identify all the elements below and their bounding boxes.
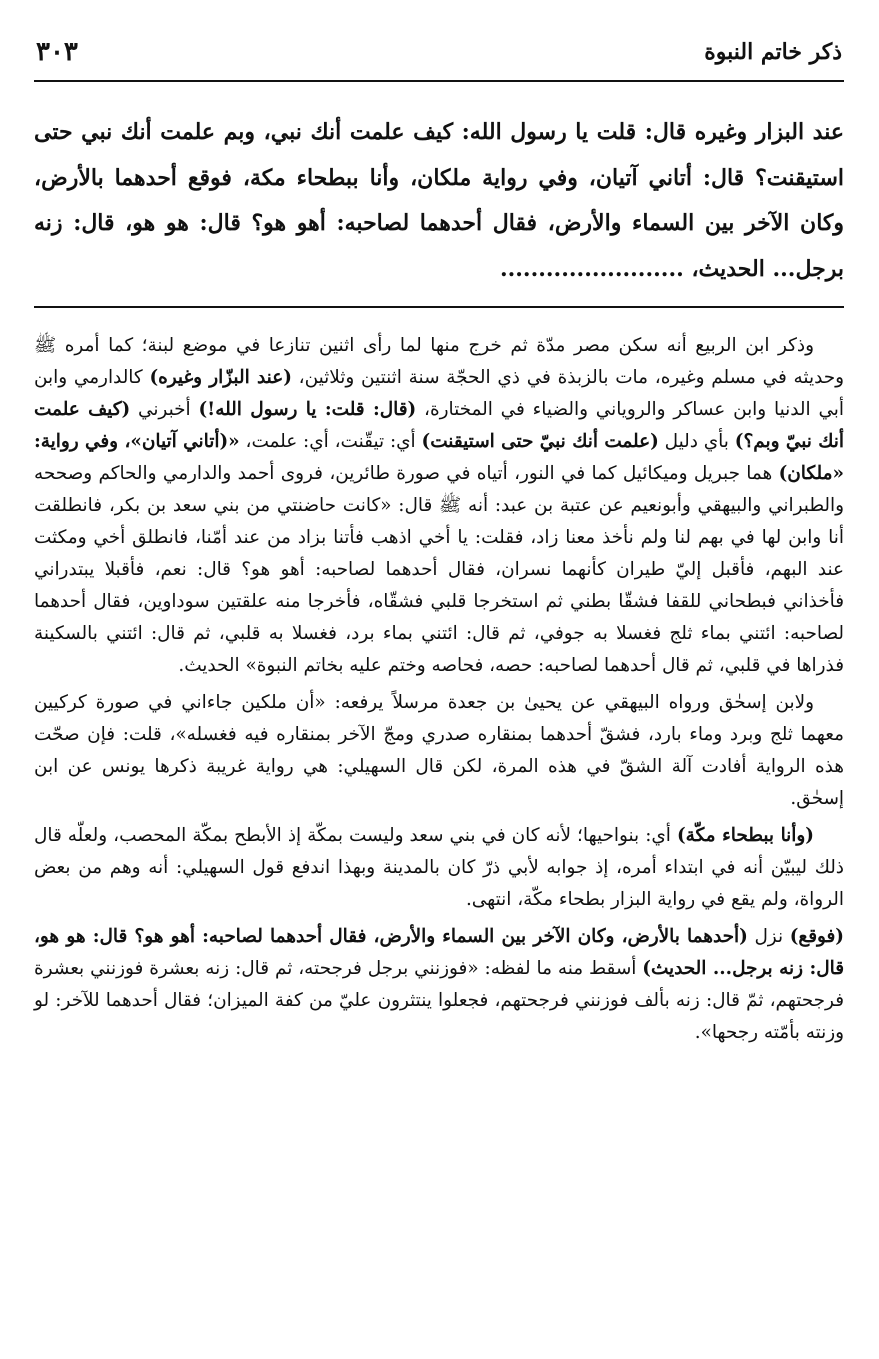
divider-line	[34, 306, 844, 308]
text-segment: أخبرني	[130, 399, 199, 420]
text-segment: هما جبريل وميكائيل كما في النور، أتياه في صورة طائرين، فروى أحمد والدارمي والحاكم وصححه والطبراني والبيهقي وأبونعيم عن عتبة بن عبد: أنه ﷺ قال: «كانت حاضنتي من بني سعد بن بكر، فانطلقت أنا وابن لها في بهم لنا ولم نأخذ معنا زاد، فقلت: يا أخي اذهب فأتنا بزاد من عند أمّنا، فانطلق أخي ومكثت عند البهم، فأقبل إليّ طيران كأنهما نسران، فقال أحدهما لصاحبه: أهو هو؟ قال: نعم، فأقبلا يبتدراني فأخذاني فبطحاني للقفا فشقّا بطني ثم استخرجا قلبي فشقّاه، فأخرجا منه علقتين سوداوين، فقال أحدهما لصاحبه: ائتني بماء ثلج فغسلا به جوفي، ثم قال: ائتني بماء برد، فغسلا به قلبي، ثم قال: ائتني بالسكينة فذراها في قلبي، ثم قال أحدهما لصاحبه: حصه، فحاصه وختم عليه بخاتم النبوة» الحديث.	[34, 463, 844, 676]
bold-quote-segment: (فوقع)	[789, 926, 844, 947]
bold-quote-segment: (قال: قلت: يا رسول الله!)	[198, 399, 417, 420]
commentary	[34, 330, 844, 1049]
ellipsis-dots: ........................	[499, 255, 684, 282]
text-segment: نزل	[747, 926, 790, 947]
bold-quote-segment: (علمت أنك نبيّ حتى استيقنت)	[421, 431, 659, 452]
text-segment: أسقط منه ما لفظه: «فوزنني برجل فرجحته، ثم قال: زنه بعشرة فوزنني بعشرة فرجحتهم، ثمّ قال: زنه بألف فوزنني فرجحتهم، فجعلوا ينتثرون عليّ من كفة الميزان؛ فقال أحدهما للآخر: لو وزنته بأمّته رجحها».	[34, 958, 844, 1043]
text-segment: ولابن إسحٰق ورواه البيهقي عن يحيىٰ بن جعدة مرسلاً يرفعه: «أن ملكين جاءاني في صورة كركيين معهما ثلج وبرد وماء بارد، فشقّ أحدهما بمنقاره صدري ومجّ الآخر بمنقاره فيه فغسله»، قلت: فإن صحّت هذه الرواية أفادت آلة الشقّ في هذه المرة، لكن قال السهيلي: هي رواية غريبة ذكرها يونس عن ابن إسحٰق.	[34, 692, 844, 809]
bold-quote-segment: (أحدهما بالأرض، وكان الآخر بين السماء والأرض، فقال أحدهما لصاحبه: أهو هو؟ قال: هو هو، قال: زنه برجل... الحديث)	[34, 926, 844, 979]
hadith-body: عند البزار وغيره قال: قلت يا رسول الله: كيف علمت أنك نبي، وبم علمت أنك نبي حتى استيقنت؟ قال: أتاني آتيان، وفي رواية ملكان، وأنا ببطحاء مكة، فوقع أحدهما بالأرض، وكان الآخر بين السماء والأرض، فقال أحدهما لصاحبه: أهو هو؟ قال: هو هو، قال: زنه برجل... الحديث،	[34, 119, 844, 282]
bold-quote-segment: (وأنا ببطحاء مكّة)	[676, 825, 814, 846]
running-title: ذكر خاتم النبوة	[704, 39, 842, 65]
text-segment: أي: تيقّنت، أي: علمت،	[239, 431, 422, 452]
commentary-paragraph-2	[34, 687, 844, 815]
page-header	[34, 30, 844, 82]
book-page	[34, 30, 844, 1054]
bold-quote-segment: «(أتاني آتيان»، وفي رواية: «ملكان)	[34, 431, 844, 484]
commentary-paragraph-4	[34, 921, 844, 1049]
commentary-paragraph-3	[34, 820, 844, 916]
bold-quote-segment: (كيف علمت أنك نبيّ وبم؟)	[34, 399, 845, 452]
text-segment: بأي دليل	[658, 431, 735, 452]
bold-quote-segment: (عند البزّار وغيره)	[149, 367, 292, 388]
page-number: ٣٠٣	[36, 37, 78, 67]
text-segment: أي: بنواحيها؛ لأنه كان في بني سعد وليست بمكّة إذ الأبطح بمكّة المحصب، ولعلّه قال ذلك ليبيّن أنه في ابتداء أمره، إذ جوابه لأبي ذرّ كان بالمدينة وبهذا اندفع قول السهيلي: أنه وهم من بعض الرواة، ولم يقع في رواية البزار بطحاء مكّة، انتهى.	[34, 825, 844, 910]
text-segment: كالدارمي وابن أبي الدنيا وابن عساكر والروياني والضياء في المختارة،	[34, 367, 844, 420]
commentary-paragraph-1	[34, 330, 844, 682]
text-segment: وذكر ابن الربيع أنه سكن مصر مدّة ثم خرج منها لما رأى اثنين تنازعا في موضع لبنة؛ كما أمره ﷺ وحديثه في مسلم وغيره، مات بالزبذة في ذي الحجّة سنة اثنتين وثلاثين،	[34, 335, 844, 388]
hadith-text	[34, 110, 844, 292]
